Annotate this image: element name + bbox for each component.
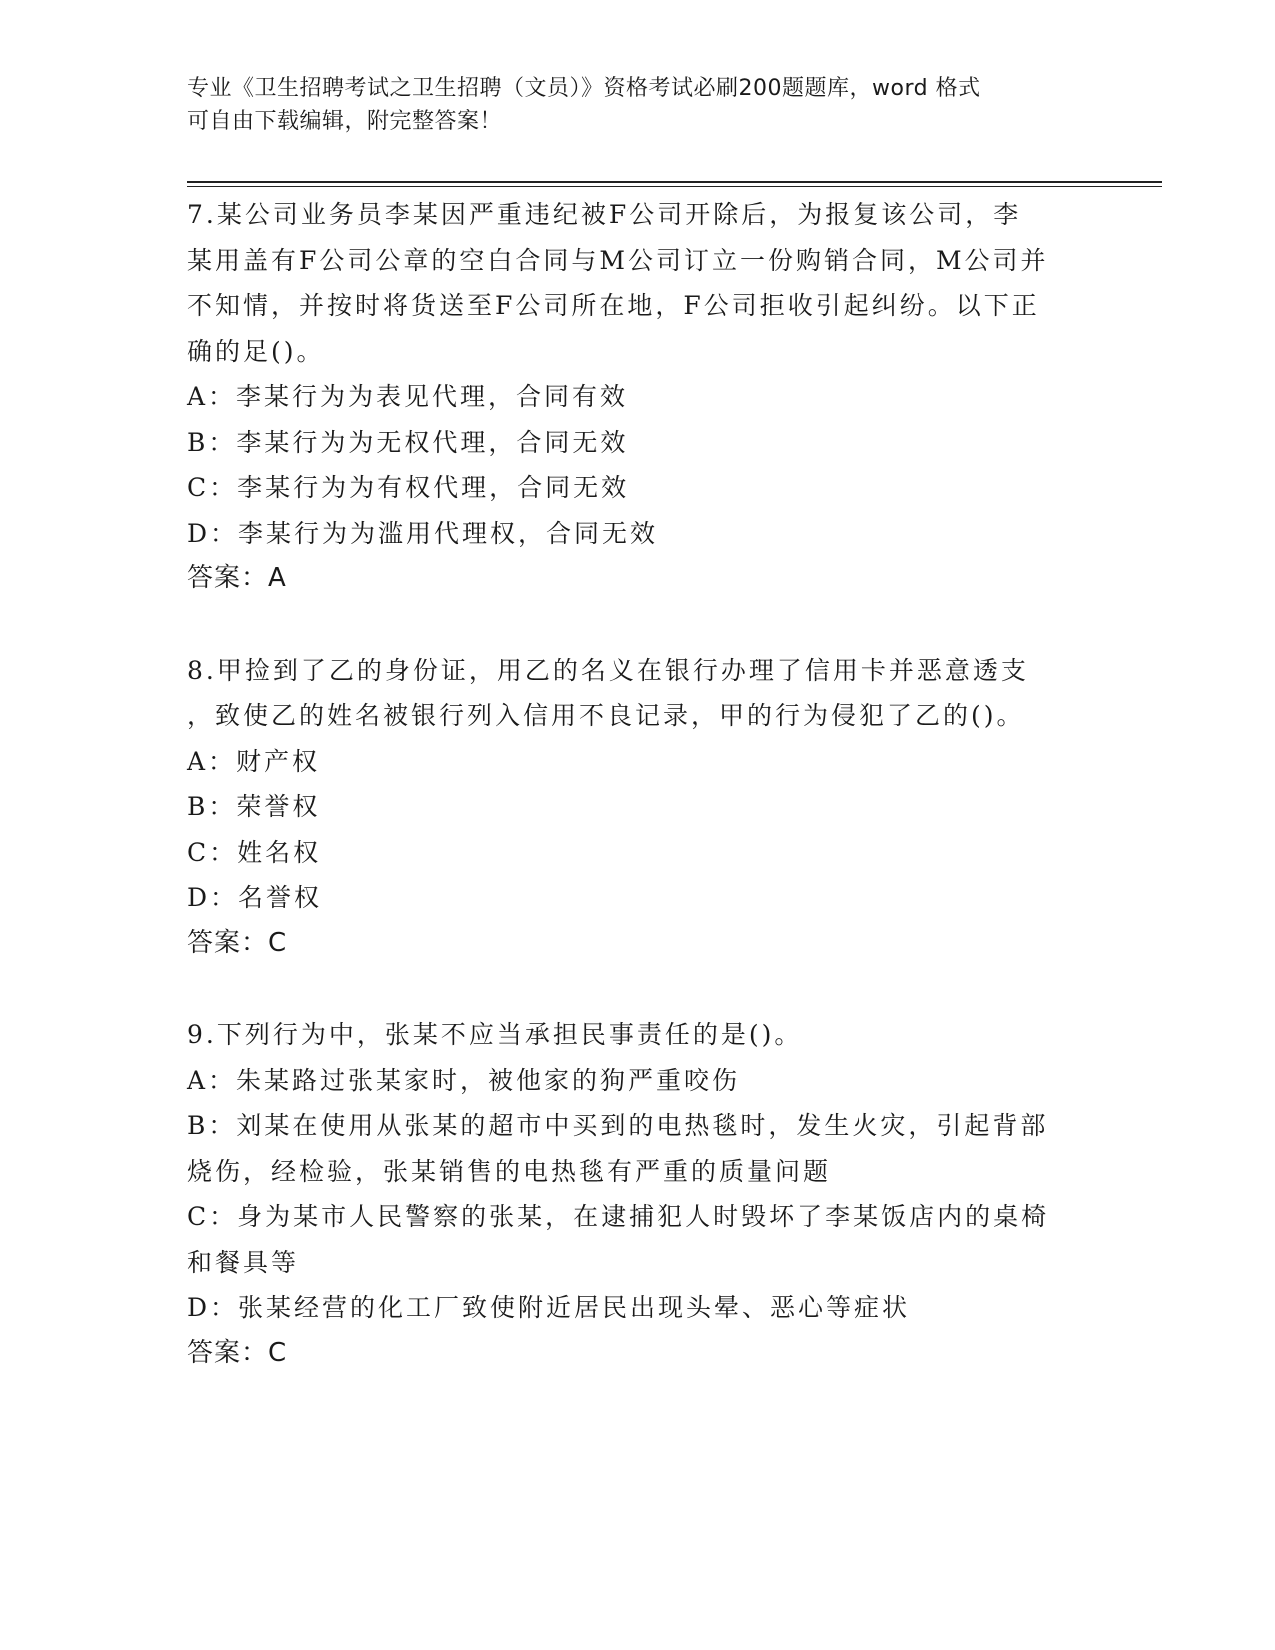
question-text-line: 7.某公司业务员李某因严重违纪被F公司开除后，为报复该公司，李 xyxy=(187,200,1022,229)
option-c-continued: 和餐具等 xyxy=(187,1247,300,1277)
option-b: B：李某行为为无权代理，合同无效 xyxy=(187,427,629,457)
document-header xyxy=(187,72,1087,138)
answer: 答案：C xyxy=(187,927,288,958)
header-line-1: 专业《卫生招聘考试之卫生招聘（文员）》资格考试必刷200题题库，word 格式 xyxy=(187,76,981,101)
header-divider-thick xyxy=(187,181,1162,183)
question-7 xyxy=(187,192,1087,602)
option-d: D：名誉权 xyxy=(187,883,323,912)
question-list xyxy=(187,192,1087,1422)
question-text-line: 不知情，并按时将货送至F公司所在地，F公司拒收引起纠纷。以下正 xyxy=(187,291,1040,320)
header-divider-thin xyxy=(187,186,1162,187)
question-9 xyxy=(187,1012,1087,1376)
question-text-line: 某用盖有F公司公章的空白合同与M公司订立一份购销合同，M公司并 xyxy=(187,245,1049,275)
option-a: A：财产权 xyxy=(187,746,321,776)
option-b: B：荣誉权 xyxy=(187,792,321,821)
question-text-line: 确的足()。 xyxy=(187,336,325,366)
question-text-line: 8.甲捡到了乙的身份证，用乙的名义在银行办理了信用卡并恶意透支 xyxy=(187,655,1029,685)
question-8 xyxy=(187,648,1087,967)
question-text-line: ，致使乙的姓名被银行列入信用不良记录，甲的行为侵犯了乙的()。 xyxy=(187,701,1025,730)
option-b: B：刘某在使用从张某的超市中买到的电热毯时，发生火灾，引起背部 xyxy=(187,1111,1049,1140)
option-c: C：李某行为为有权代理，合同无效 xyxy=(187,473,630,502)
answer: 答案：A xyxy=(187,563,287,593)
question-text-line: 9.下列行为中，张某不应当承担民事责任的是()。 xyxy=(187,1020,803,1049)
option-d: D：李某行为为滥用代理权，合同无效 xyxy=(187,518,659,548)
option-c: C：身为某市人民警察的张某，在逮捕犯人时毁坏了李某饭店内的桌椅 xyxy=(187,1202,1050,1231)
option-c: C：姓名权 xyxy=(187,837,322,867)
option-d: D：张某经营的化工厂致使附近居民出现头晕、恶心等症状 xyxy=(187,1293,911,1322)
header-line-2: 可自由下载编辑，附完整答案！ xyxy=(187,109,503,134)
answer: 答案：C xyxy=(187,1337,288,1368)
option-a: A：李某行为为表见代理，合同有效 xyxy=(187,382,629,411)
option-b-continued: 烧伤，经检验，张某销售的电热毯有严重的质量问题 xyxy=(187,1156,832,1186)
option-a: A：朱某路过张某家时，被他家的狗严重咬伤 xyxy=(187,1065,741,1095)
